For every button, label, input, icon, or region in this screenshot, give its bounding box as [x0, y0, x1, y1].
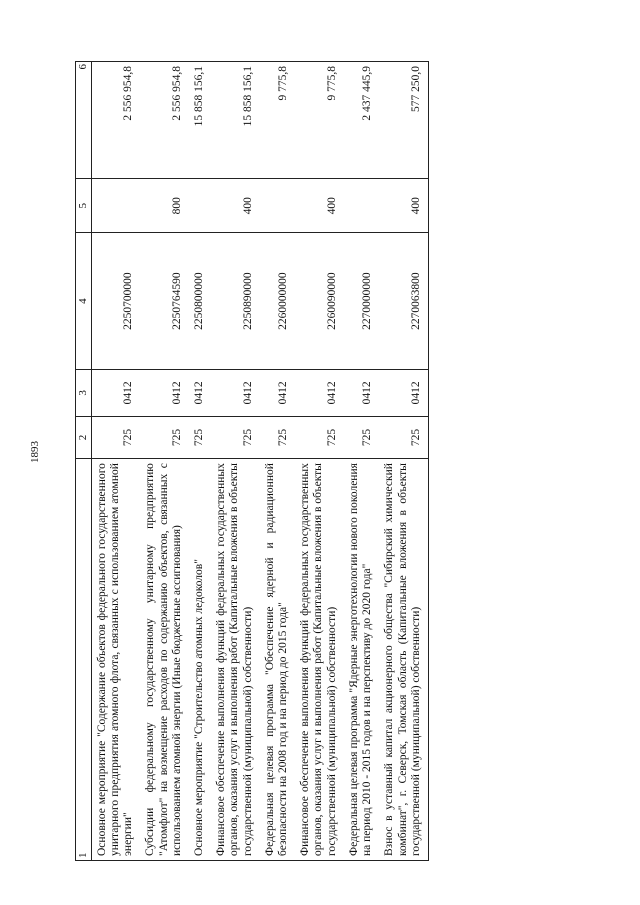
- row-description: Основное мероприятие "Строительство атомных ледоколов": [189, 459, 211, 861]
- row-target-article: 2270000000: [344, 233, 379, 369]
- row-description: Основное мероприятие "Содержание объектов федерального государственного унитарного предприятия атомного флота, связанных с использованием атомной энергии": [91, 459, 140, 861]
- header-col-4: 4: [76, 233, 92, 369]
- row-amount: 9 775,8: [295, 62, 344, 179]
- row-amount: 15 858 156,1: [211, 62, 260, 179]
- table-row: [295, 62, 344, 861]
- rotated-table-stage: [75, 61, 623, 861]
- header-col-2: 2: [76, 416, 92, 458]
- row-ministry-code: 725: [189, 416, 211, 458]
- row-section-code: 0412: [211, 369, 260, 416]
- row-description: Федеральная целевая программа "Обеспечение ядерной и радиационной безопасности на 2008 год и на период до 2015 года": [260, 459, 295, 861]
- row-description: Федеральная целевая программа "Ядерные энерготехнологии нового поколения на период 2010 - 2015 годов и на перспективу до 2020 года": [344, 459, 379, 861]
- row-expense-type: [260, 179, 295, 233]
- table-row: [260, 62, 295, 861]
- row-ministry-code: 725: [211, 416, 260, 458]
- row-amount: 577 250,0: [379, 62, 428, 179]
- page-number: 1893: [29, 441, 41, 463]
- row-description: Взнос в уставный капитал акционерного общества "Сибирский химический комбинат", г. Северск, Томская область (Капитальные вложения в объекты государственной (муниципальной) собственности): [379, 459, 428, 861]
- budget-table: [75, 61, 429, 861]
- row-section-code: 0412: [379, 369, 428, 416]
- table-row: [91, 62, 140, 861]
- row-section-code: 0412: [189, 369, 211, 416]
- header-col-6: 6: [76, 62, 92, 179]
- row-target-article: 2270063800: [379, 233, 428, 369]
- row-section-code: 0412: [344, 369, 379, 416]
- row-amount: 2 556 954,8: [91, 62, 140, 179]
- row-section-code: 0412: [260, 369, 295, 416]
- table-row: [211, 62, 260, 861]
- row-expense-type: 400: [295, 179, 344, 233]
- row-target-article: 2250890000: [211, 233, 260, 369]
- row-section-code: 0412: [140, 369, 189, 416]
- header-col-3: 3: [76, 369, 92, 416]
- row-target-article: 2260090000: [295, 233, 344, 369]
- row-amount: 2 437 445,9: [344, 62, 379, 179]
- row-description: Субсидии федеральному государственному унитарному предприятию "Атомфлот" на возмещение расходов по содержанию объектов, связанных с использованием атомной энергии (Иные бюджетные ассигнования): [140, 459, 189, 861]
- row-expense-type: [91, 179, 140, 233]
- row-description: Финансовое обеспечение выполнения функций федеральных государственных органов, оказания услуг и выполнения работ (Капитальные вложения в объекты государственной (муниципальной) собственности): [295, 459, 344, 861]
- row-ministry-code: 725: [260, 416, 295, 458]
- row-ministry-code: 725: [344, 416, 379, 458]
- table-header-row: [76, 62, 92, 861]
- row-expense-type: 800: [140, 179, 189, 233]
- row-ministry-code: 725: [295, 416, 344, 458]
- row-target-article: 2260000000: [260, 233, 295, 369]
- row-amount: 9 775,8: [260, 62, 295, 179]
- row-expense-type: 400: [211, 179, 260, 233]
- row-section-code: 0412: [91, 369, 140, 416]
- row-target-article: 2250800000: [189, 233, 211, 369]
- table-row: [344, 62, 379, 861]
- row-expense-type: [344, 179, 379, 233]
- header-col-1: 1: [76, 459, 92, 861]
- header-col-5: 5: [76, 179, 92, 233]
- row-ministry-code: 725: [140, 416, 189, 458]
- row-expense-type: [189, 179, 211, 233]
- table-row: [379, 62, 428, 861]
- table-row: [140, 62, 189, 861]
- row-target-article: 2250764590: [140, 233, 189, 369]
- row-amount: 2 556 954,8: [140, 62, 189, 179]
- row-target-article: 2250700000: [91, 233, 140, 369]
- row-amount: 15 858 156,1: [189, 62, 211, 179]
- row-ministry-code: 725: [91, 416, 140, 458]
- row-expense-type: 400: [379, 179, 428, 233]
- row-ministry-code: 725: [379, 416, 428, 458]
- row-description: Финансовое обеспечение выполнения функций федеральных государственных органов, оказания услуг и выполнения работ (Капитальные вложения в объекты государственной (муниципальной) собственности): [211, 459, 260, 861]
- table-row: [189, 62, 211, 861]
- row-section-code: 0412: [295, 369, 344, 416]
